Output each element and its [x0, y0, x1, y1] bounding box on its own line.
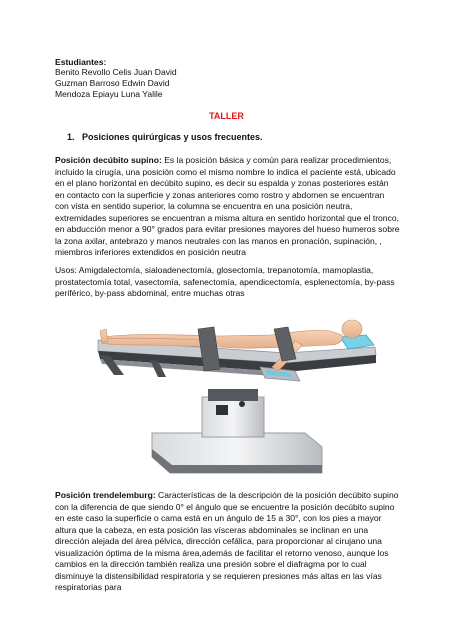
supino-text: Es la posición básica y común para realizar procedimientos, incluido la cirugía, una posición como el mismo nombre lo indica el paciente está, ubicado en el plano horizontal en decúbito supino, es decir su espalda y zonas posteriores están en contacto con la superficie y zonas anteriores como rostro y abdomen se encuentran con vista en sentido superior, la columna se encuentra en una posición neutra, extremidades superiores se encuentran a misma altura en sentido horizontal que el tronco, en abducción menor a 90° grados para evitar presiones mayores del hueso humeros sobre la zona axilar, antebrazo y manos neutrales con las manos en pronación, supinación, , miembros inferiores extendidos en posición neutra — [55, 155, 400, 258]
student-name: Benito Revollo Celis Juan David — [55, 67, 177, 77]
trendelemburg-text: Características de la descripción de la posición decúbito supino con la diferencia de que siendo 0° el ángulo que se encuentre la posición decúbito supino en este caso la superficie o cama está en un ángulo de 15 a 30°, con los pies a mayor altura que la cabeza, en esta posición las vísceras abdominales se inclinan en una dirección alejada del área pélvica, dirección cefálica, para proporcionar al cirujano una visualización óptima de la misma área,además de facilitar el retorno venoso, aunque los cambios en la dirección también realiza una presión sobre el diafragma por lo cual disminuye la distensibilidad respiratoria y se requieren presiones más altas en las vías respiratorias para — [55, 490, 399, 593]
document-title: TALLER — [209, 111, 244, 121]
supino-heading: Posición decúbito supino: — [55, 155, 162, 165]
section-number: 1. — [67, 132, 75, 142]
student-name: Mendoza Epiayu Luna Yalile — [55, 89, 163, 99]
supino-usos: Usos: Amigdalectomía, sialoadenectomía, glosectomía, trepanotomía, mamoplastia, prostatectomía total, vasectomía, safenectomía, apendicectomía, esplenectomía, by-pass periférico, by-pass abdominal, entre muchas otras — [55, 265, 395, 299]
trendelemburg-heading: Posición trendelemburg: — [55, 490, 156, 500]
surgical-table-illustration — [90, 315, 380, 485]
supino-paragraph — [55, 155, 400, 259]
patient-on-table-image — [90, 315, 380, 485]
section-heading: Posiciones quirúrgicas y usos frecuentes. — [82, 132, 263, 142]
students-label: Estudiantes: — [55, 57, 107, 67]
trendelemburg-paragraph — [55, 490, 400, 594]
student-name: Guzman Barroso Edwin David — [55, 78, 170, 88]
